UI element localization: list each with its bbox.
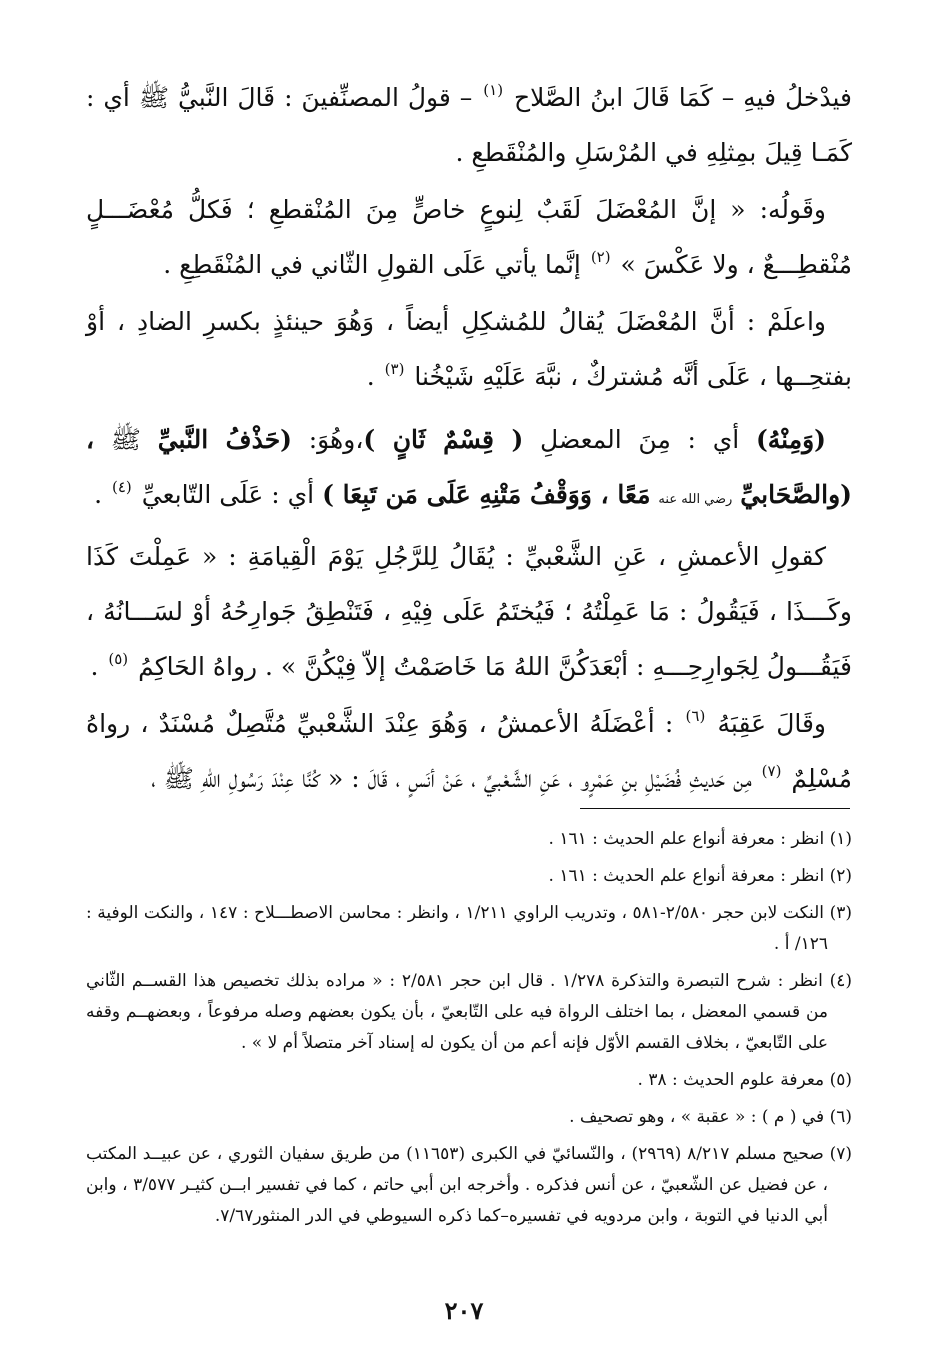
p4-text-2: ،وهُوَ: xyxy=(308,425,364,454)
p3-text-after: . xyxy=(366,362,375,391)
matn-quote-4: مَعًا ، وَوَقْفُ مَتْنِهِ عَلَى مَن تَبِعَا ) xyxy=(322,480,651,509)
p1-text-after: – قولُ المصنِّفينَ : قَالَ النَّبيُّ ﷺ أي : كَمَـا قِيلَ بمِثلِهِ في المُرْسَلِ والمُنْقَطعِ . xyxy=(86,83,852,167)
page-number: ٢٠٧ xyxy=(444,1296,484,1325)
matn-quote-2: ( قِسْمٌ ثَانٍ ) xyxy=(363,425,524,454)
p5-text-after: . xyxy=(90,652,99,681)
radiya-glyph: رضي الله عنه xyxy=(658,492,733,507)
p4-text-4: . xyxy=(94,480,103,509)
footnote-3: (٣) النكت لابن حجر ٢/٥٨٠-٥٨١ ، وتدريب الراوي ١/٢١١ ، وانظر : محاسن الاصطـــلاح : ١٤٧ ، والنكت الوفية : ١٢٦/ أ . xyxy=(86,903,852,954)
footnote-ref-5[interactable]: (٥) xyxy=(108,650,129,668)
footnote-ref-2[interactable]: (٢) xyxy=(590,248,611,266)
p4-text-1: أي : مِنَ المعضلِ xyxy=(540,425,740,454)
paragraph-6 xyxy=(86,696,852,806)
footnote-ref-7[interactable]: (٧) xyxy=(761,762,782,780)
paragraph-5 xyxy=(86,529,852,694)
main-text xyxy=(86,70,852,806)
footnote-ref-3[interactable]: (٣) xyxy=(384,360,405,378)
p6-text-mid: : أعْضَلَهُ الأعمشُ ، وَهُوَ عِنْدَ الشَّعْبيِّ مُتَّصِلٌ مُسْنَدٌ ، رواهُ مُسْلِمٌ xyxy=(86,709,852,793)
footnote-separator xyxy=(580,808,850,809)
p4-text-3: أي : عَلَى التّابعيِّ xyxy=(141,480,315,509)
footnote-ref-4[interactable]: (٤) xyxy=(112,478,132,496)
footnote-ref-1[interactable]: (١) xyxy=(483,81,504,99)
footnote-2: (٢) انظر : معرفة أنواع علم الحديث : ١٦١ . xyxy=(548,866,852,886)
footnote-7: (٧) صحيح مسلم ٨/٢١٧ (٢٩٦٩) ، والنّسائيّ في الكبرى (١١٦٥٣) من طريق سفيان الثوري ، عن عبيــد المكتب ، عن فضيل عن الشّعبيّ ، عن أنس فذكره . وأخرجه ابن أبي حاتم ، كما في تفسير ابــن كثيـر ٣/٥٧٧ ، وابن أبي الدنيا في التوبة ، وابن مردويه في تفسيره–كما ذكره السيوطي في الدر المنثور٧/٦٧. xyxy=(86,1144,852,1226)
p2-text: وقَولُه: « إنَّ المُعْضَلَ لَقَبٌ لِنوعٍ خاصٍّ مِنَ المُنْقطعِ ؛ فَكلُّ مُعْضَـــلٍ مُنْقطِـــعٌ ، ولا عَكْسَ » xyxy=(86,195,852,279)
p6-text: وقَالَ عَقِبَهُ xyxy=(717,709,827,738)
paragraph-2 xyxy=(86,182,852,292)
p3-text: واعلَمْ : أنَّ المُعْضَلَ يُقالُ للمُشكِلِ أيضاً ، وَهُوَ حينئذٍ بكسرِ الضادِ ، أوْ بفتحِــها ، عَلَى أنَّه مُشتركٌ ، نبَّهَ عَلَيْهِ شَيْخُنا xyxy=(86,307,852,391)
footnote-ref-6[interactable]: (٦) xyxy=(685,707,706,725)
footnotes xyxy=(86,824,852,1238)
p2-text-after: إنَّما يأتي عَلَى القولِ الثّاني في المُنْقَطِعِ . xyxy=(163,250,581,279)
footnote-4: (٤) انظر : شرح التبصرة والتذكرة ١/٢٧٨ . قال ابن حجر ٢/٥٨١ : « مراده بذلك تخصيص هذا القســم الثّاني من قسمي المعضل ، بما اختلف الرواة فيه على التّابعيّ ، بأن يكون بعضهم وصله مرفوعاً ، وبعضهــم وقفه على التّابعيّ ، بخلاف القسم الأوّل فإنه أعم من أن يكون له إسناد آخر متصلاً أم لا » . xyxy=(86,971,852,1053)
matn-quote-3c: ،(والصَّحَابيِّ xyxy=(86,425,852,509)
p5-text: كقولِ الأعمشِ ، عَنِ الشَّعْبيِّ : يُقَالُ لِلرَّجُلِ يَوْمَ الْقِيامَةِ : « عَمِلْتَ كَذَا وكَـــذَا ، فَيَقُولُ : مَا عَمِلْتُهُ ؛ فَيُختَمُ عَلَى فِيْهِ ، فَتَنْطِقُ جَوارِحُهُ أوْ لسَـــانُهُ ، فَيَقُـــولُ لِجَوارِحِـــهِ : أبْعَدَكُنَّ اللهُ مَا خَاصَمْتُ إلاّ فِيْكُنَّ » . رواهُ الحَاكِمُ xyxy=(86,542,852,681)
paragraph-3 xyxy=(86,294,852,404)
paragraph-4-matn xyxy=(86,412,852,527)
matn-quote-3: (حَذْفُ النَّبيِّ xyxy=(157,425,292,454)
paragraph-1 xyxy=(86,70,852,180)
footnote-1: (١) انظر : معرفة أنواع علم الحديث : ١٦١ . xyxy=(548,829,852,849)
footnote-5: (٥) معرفة علوم الحديث : ٣٨ . xyxy=(637,1070,852,1090)
p6-text-after: مِن حَديثِ فُضَيْلِ بنِ عَمْرٍو ، عَنِ الشَّعْبيِّ ، عَنْ أنَسٍ ، قَالَ : « كُنَّا عِنْدَ رَسُولِ اللهِ ﷺ ، xyxy=(151,764,752,793)
footnote-6: (٦) في ( م ) : « عقبة » ، وهو تصحيف . xyxy=(569,1107,852,1127)
salawat-glyph: ﷺ xyxy=(110,425,141,454)
matn-quote-1: (وَمِنْهُ) xyxy=(755,425,827,454)
p1-text: فيدْخلُ فيهِ – كَمَا قَالَ ابنُ الصَّلاح xyxy=(514,83,852,112)
